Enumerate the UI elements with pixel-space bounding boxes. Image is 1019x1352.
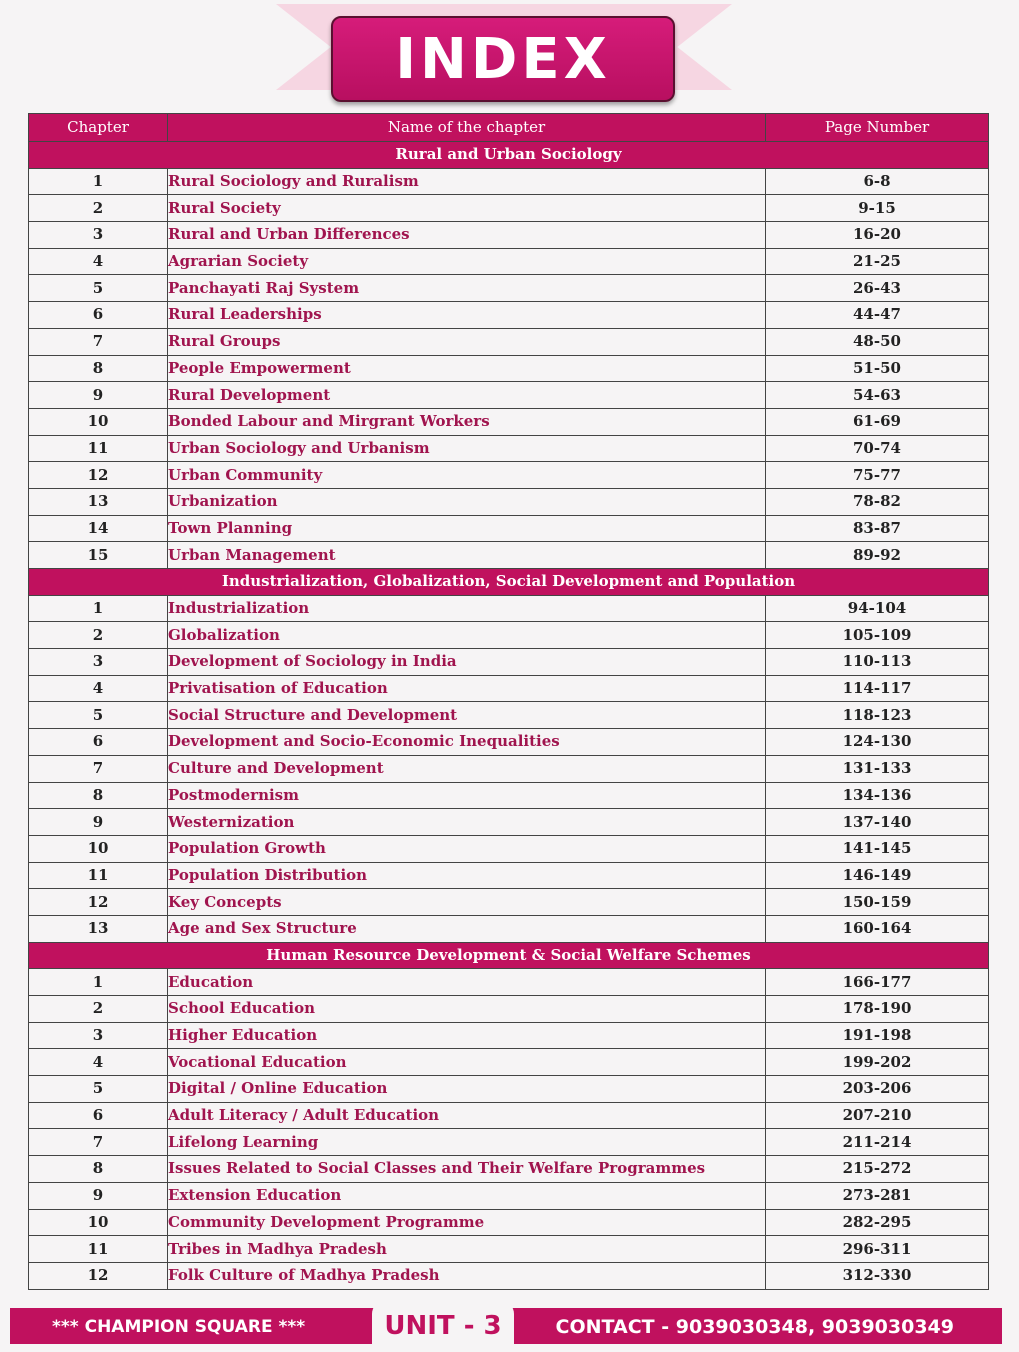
table-row [29,195,989,222]
chapter-number: 5 [29,275,168,302]
chapter-name: Community Development Programme [168,1209,766,1236]
chapter-number: 2 [29,622,168,649]
chapter-name: Privatisation of Education [168,675,766,702]
chapter-number: 5 [29,1076,168,1103]
page-range: 118-123 [766,702,989,729]
chapter-number: 7 [29,755,168,782]
table-row [29,889,989,916]
table-row [29,649,989,676]
page-range: 282-295 [766,1209,989,1236]
table-row [29,382,989,409]
table-row [29,488,989,515]
chapter-number: 15 [29,542,168,569]
page-range: 178-190 [766,996,989,1023]
chapter-name: Development and Socio-Economic Inequalities [168,729,766,756]
page-range: 6-8 [766,168,989,195]
chapter-name: Key Concepts [168,889,766,916]
table-row [29,1076,989,1103]
page-range: 89-92 [766,542,989,569]
chapter-name: Folk Culture of Madhya Pradesh [168,1262,766,1289]
table-row [29,1156,989,1183]
page-range: 141-145 [766,835,989,862]
chapter-name: Panchayati Raj System [168,275,766,302]
page-range: 83-87 [766,515,989,542]
chapter-name: Rural Development [168,382,766,409]
section-title: Human Resource Development & Social Welfare Schemes [29,942,989,969]
page-range: 51-50 [766,355,989,382]
page-range: 54-63 [766,382,989,409]
table-row [29,302,989,329]
table-row [29,809,989,836]
chapter-name: Extension Education [168,1182,766,1209]
chapter-name: Urban Community [168,462,766,489]
page-range: 61-69 [766,408,989,435]
page-range: 21-25 [766,248,989,275]
chapter-name: Town Planning [168,515,766,542]
chapter-name: Adult Literacy / Adult Education [168,1102,766,1129]
page-range: 137-140 [766,809,989,836]
chapter-number: 13 [29,488,168,515]
page-range: 131-133 [766,755,989,782]
unit-tab: UNIT - 3 [372,1300,514,1346]
page-range: 105-109 [766,622,989,649]
chapter-number: 12 [29,889,168,916]
chapter-name: Rural Sociology and Ruralism [168,168,766,195]
chapter-number: 10 [29,408,168,435]
chapter-number: 6 [29,302,168,329]
table-row [29,515,989,542]
page-range: 94-104 [766,595,989,622]
page-range: 16-20 [766,222,989,249]
page-range: 191-198 [766,1022,989,1049]
table-row [29,1182,989,1209]
chapter-number: 11 [29,1236,168,1263]
chapter-name: Vocational Education [168,1049,766,1076]
page-range: 114-117 [766,675,989,702]
table-row [29,355,989,382]
chapter-name: Lifelong Learning [168,1129,766,1156]
chapter-name: School Education [168,996,766,1023]
page-range: 160-164 [766,915,989,942]
chapter-name: Urban Sociology and Urbanism [168,435,766,462]
chapter-number: 11 [29,862,168,889]
page-range: 215-272 [766,1156,989,1183]
chapter-name: Rural Leaderships [168,302,766,329]
chapter-name: Rural Society [168,195,766,222]
chapter-number: 13 [29,915,168,942]
chapter-name: Tribes in Madhya Pradesh [168,1236,766,1263]
table-row [29,782,989,809]
chapter-name: Social Structure and Development [168,702,766,729]
chapter-number: 10 [29,835,168,862]
chapter-number: 12 [29,1262,168,1289]
table-row [29,969,989,996]
table-row [29,248,989,275]
table-row [29,1236,989,1263]
page-range: 273-281 [766,1182,989,1209]
section-header-row [29,569,989,596]
chapter-number: 3 [29,1022,168,1049]
chapter-name: Population Growth [168,835,766,862]
chapter-name: Digital / Online Education [168,1076,766,1103]
chapter-number: 12 [29,462,168,489]
page-range: 134-136 [766,782,989,809]
chapter-number: 6 [29,729,168,756]
chapter-column-header: Chapter [29,114,168,142]
chapter-number: 8 [29,355,168,382]
chapter-name: Urban Management [168,542,766,569]
table-row [29,675,989,702]
table-row [29,408,989,435]
footer-brand: *** CHAMPION SQUARE *** [52,1317,306,1337]
chapter-number: 10 [29,1209,168,1236]
table-row [29,275,989,302]
page-range: 26-43 [766,275,989,302]
table-row [29,729,989,756]
chapter-number: 2 [29,996,168,1023]
chapter-number: 3 [29,649,168,676]
table-row [29,1102,989,1129]
chapter-name: Education [168,969,766,996]
table-row [29,462,989,489]
chapter-name: Culture and Development [168,755,766,782]
chapter-number: 5 [29,702,168,729]
table-row [29,755,989,782]
table-row [29,168,989,195]
table-row [29,622,989,649]
section-header-row [29,942,989,969]
page-range: 203-206 [766,1076,989,1103]
page-range: 199-202 [766,1049,989,1076]
table-row [29,915,989,942]
section-header-row [29,142,989,169]
chapter-number: 3 [29,222,168,249]
page-range: 296-311 [766,1236,989,1263]
index-body [29,142,989,1290]
chapter-name: Age and Sex Structure [168,915,766,942]
page-title: INDEX [331,16,675,102]
footer-contact: CONTACT - 9039030348, 9039030349 [555,1316,954,1338]
table-row [29,1129,989,1156]
footer-bar [10,1308,1002,1344]
page-range: 150-159 [766,889,989,916]
table-row [29,435,989,462]
table-row [29,595,989,622]
chapter-number: 1 [29,168,168,195]
chapter-name: Rural Groups [168,328,766,355]
section-title: Industrialization, Globalization, Social Development and Population [29,569,989,596]
page-range: 124-130 [766,729,989,756]
table-row [29,1262,989,1289]
page-column-header: Page Number [766,114,989,142]
table-row [29,222,989,249]
table-row [29,328,989,355]
chapter-number: 9 [29,809,168,836]
chapter-name: Postmodernism [168,782,766,809]
chapter-number: 4 [29,1049,168,1076]
page-range: 166-177 [766,969,989,996]
table-row [29,1209,989,1236]
chapter-number: 14 [29,515,168,542]
chapter-name: Agrarian Society [168,248,766,275]
page-range: 44-47 [766,302,989,329]
page-range: 312-330 [766,1262,989,1289]
chapter-number: 8 [29,782,168,809]
chapter-number: 1 [29,969,168,996]
page-range: 211-214 [766,1129,989,1156]
page-range: 9-15 [766,195,989,222]
page-range: 78-82 [766,488,989,515]
table-row [29,702,989,729]
table-header-row [29,114,989,142]
table-row [29,1049,989,1076]
chapter-number: 9 [29,1182,168,1209]
chapter-name: Industrialization [168,595,766,622]
page-range: 207-210 [766,1102,989,1129]
chapter-name: Higher Education [168,1022,766,1049]
section-title: Rural and Urban Sociology [29,142,989,169]
table-row [29,1022,989,1049]
page-range: 75-77 [766,462,989,489]
chapter-number: 4 [29,675,168,702]
table-row [29,862,989,889]
chapter-name: Development of Sociology in India [168,649,766,676]
table-row [29,996,989,1023]
chapter-number: 2 [29,195,168,222]
chapter-name: Urbanization [168,488,766,515]
chapter-name: People Empowerment [168,355,766,382]
chapter-number: 4 [29,248,168,275]
chapter-number: 6 [29,1102,168,1129]
chapter-number: 7 [29,328,168,355]
chapter-number: 11 [29,435,168,462]
page-range: 146-149 [766,862,989,889]
table-row [29,542,989,569]
page-range: 110-113 [766,649,989,676]
chapter-name: Issues Related to Social Classes and Their Welfare Programmes [168,1156,766,1183]
page-range: 70-74 [766,435,989,462]
chapter-name: Population Distribution [168,862,766,889]
chapter-number: 9 [29,382,168,409]
chapter-number: 7 [29,1129,168,1156]
chapter-name: Globalization [168,622,766,649]
index-table [28,113,989,1290]
chapter-name: Westernization [168,809,766,836]
chapter-number: 8 [29,1156,168,1183]
table-row [29,835,989,862]
chapter-name: Rural and Urban Differences [168,222,766,249]
name-column-header: Name of the chapter [168,114,766,142]
chapter-name: Bonded Labour and Mirgrant Workers [168,408,766,435]
page-range: 48-50 [766,328,989,355]
chapter-number: 1 [29,595,168,622]
